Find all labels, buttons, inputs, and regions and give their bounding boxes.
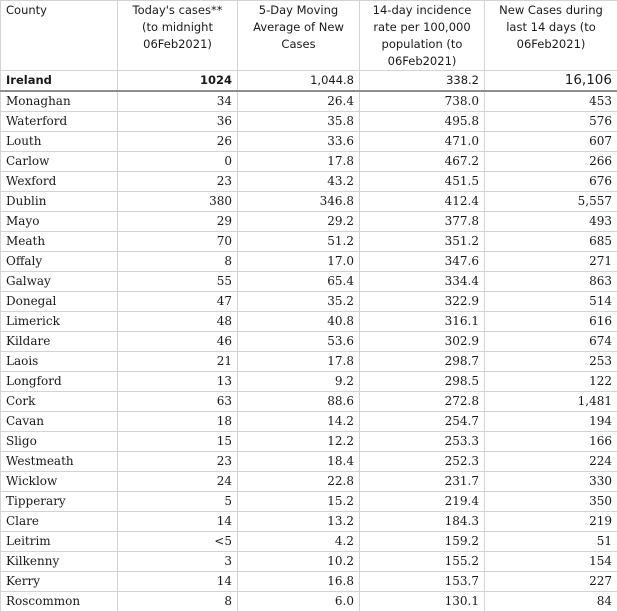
incidence-rate-cell: 322.9	[360, 292, 485, 312]
new-cases-14-days-column-header: New Cases during last 14 days (to 06Feb2021)	[485, 1, 617, 71]
table-row	[1, 432, 617, 452]
incidence-rate-cell: 467.2	[360, 152, 485, 172]
table-row	[1, 512, 617, 532]
five-day-average-cell: 53.6	[238, 332, 360, 352]
five-day-average-cell: 88.6	[238, 392, 360, 412]
county-cell: Westmeath	[1, 452, 118, 472]
todays-cases-cell: 15	[118, 432, 238, 452]
table-row	[1, 232, 617, 252]
county-cell: Tipperary	[1, 492, 118, 512]
five-day-average-cell: 17.8	[238, 352, 360, 372]
todays-cases-cell: 70	[118, 232, 238, 252]
incidence-rate-column-header: 14-day incidence rate per 100,000 population (to 06Feb2021)	[360, 1, 485, 71]
table-header	[1, 1, 617, 71]
five-day-average-cell: 43.2	[238, 172, 360, 192]
county-cell: Louth	[1, 132, 118, 152]
table-row	[1, 592, 617, 612]
county-cell: Wexford	[1, 172, 118, 192]
incidence-rate-cell: 377.8	[360, 212, 485, 232]
todays-cases-cell: 14	[118, 512, 238, 532]
incidence-rate-cell: 412.4	[360, 192, 485, 212]
five-day-average-cell: 51.2	[238, 232, 360, 252]
table-row	[1, 272, 617, 292]
new-cases-14-days-cell: 330	[485, 472, 617, 492]
todays-cases-cell: 3	[118, 552, 238, 572]
five-day-average-cell: 17.0	[238, 252, 360, 272]
todays-cases-cell: 34	[118, 91, 238, 112]
new-cases-14-days-cell: 16,106	[485, 71, 617, 92]
todays-cases-cell: 21	[118, 352, 238, 372]
five-day-average-cell: 14.2	[238, 412, 360, 432]
incidence-rate-cell: 334.4	[360, 272, 485, 292]
county-cell: Sligo	[1, 432, 118, 452]
five-day-average-cell: 9.2	[238, 372, 360, 392]
incidence-rate-cell: 738.0	[360, 91, 485, 112]
county-cell: Mayo	[1, 212, 118, 232]
incidence-rate-cell: 252.3	[360, 452, 485, 472]
five-day-average-cell: 18.4	[238, 452, 360, 472]
five-day-average-cell: 35.8	[238, 112, 360, 132]
county-cell: Donegal	[1, 292, 118, 312]
todays-cases-cell: 24	[118, 472, 238, 492]
five-day-average-cell: 65.4	[238, 272, 360, 292]
new-cases-14-days-cell: 453	[485, 91, 617, 112]
incidence-rate-cell: 298.5	[360, 372, 485, 392]
table-row	[1, 352, 617, 372]
new-cases-14-days-cell: 51	[485, 532, 617, 552]
incidence-rate-cell: 130.1	[360, 592, 485, 612]
five-day-average-cell: 1,044.8	[238, 71, 360, 92]
todays-cases-cell: 18	[118, 412, 238, 432]
county-cell: Wicklow	[1, 472, 118, 492]
new-cases-14-days-cell: 676	[485, 172, 617, 192]
incidence-rate-cell: 153.7	[360, 572, 485, 592]
table-row	[1, 212, 617, 232]
todays-cases-cell: 8	[118, 252, 238, 272]
five-day-average-cell: 13.2	[238, 512, 360, 532]
county-cell: Laois	[1, 352, 118, 372]
table-row	[1, 252, 617, 272]
todays-cases-cell: 0	[118, 152, 238, 172]
incidence-rate-cell: 351.2	[360, 232, 485, 252]
table-row	[1, 572, 617, 592]
todays-cases-cell: 36	[118, 112, 238, 132]
new-cases-14-days-cell: 674	[485, 332, 617, 352]
incidence-rate-cell: 471.0	[360, 132, 485, 152]
incidence-rate-cell: 316.1	[360, 312, 485, 332]
five-day-average-cell: 12.2	[238, 432, 360, 452]
table-row	[1, 292, 617, 312]
todays-cases-cell: <5	[118, 532, 238, 552]
county-cell: Kildare	[1, 332, 118, 352]
table-row	[1, 152, 617, 172]
five-day-average-cell: 35.2	[238, 292, 360, 312]
county-cell: Meath	[1, 232, 118, 252]
county-cell: Kerry	[1, 572, 118, 592]
new-cases-14-days-cell: 685	[485, 232, 617, 252]
todays-cases-cell: 55	[118, 272, 238, 292]
incidence-rate-cell: 231.7	[360, 472, 485, 492]
incidence-rate-cell: 184.3	[360, 512, 485, 532]
incidence-rate-cell: 219.4	[360, 492, 485, 512]
new-cases-14-days-cell: 607	[485, 132, 617, 152]
county-column-header: County	[1, 1, 118, 71]
county-cell: Leitrim	[1, 532, 118, 552]
county-cell: Cavan	[1, 412, 118, 432]
incidence-rate-cell: 451.5	[360, 172, 485, 192]
table-row	[1, 492, 617, 512]
new-cases-14-days-cell: 350	[485, 492, 617, 512]
table-row	[1, 372, 617, 392]
incidence-rate-cell: 272.8	[360, 392, 485, 412]
new-cases-14-days-cell: 5,557	[485, 192, 617, 212]
todays-cases-cell: 23	[118, 172, 238, 192]
county-cell: Carlow	[1, 152, 118, 172]
new-cases-14-days-cell: 253	[485, 352, 617, 372]
five-day-average-cell: 6.0	[238, 592, 360, 612]
county-cell: Ireland	[1, 71, 118, 92]
table-row	[1, 452, 617, 472]
todays-cases-cell: 380	[118, 192, 238, 212]
county-cell: Roscommon	[1, 592, 118, 612]
new-cases-14-days-cell: 194	[485, 412, 617, 432]
county-cell: Offaly	[1, 252, 118, 272]
county-cell: Longford	[1, 372, 118, 392]
todays-cases-cell: 29	[118, 212, 238, 232]
new-cases-14-days-cell: 266	[485, 152, 617, 172]
table-row	[1, 552, 617, 572]
new-cases-14-days-cell: 166	[485, 432, 617, 452]
summary-row-ireland	[1, 71, 617, 92]
new-cases-14-days-cell: 1,481	[485, 392, 617, 412]
todays-cases-cell: 47	[118, 292, 238, 312]
new-cases-14-days-cell: 616	[485, 312, 617, 332]
todays-cases-cell: 63	[118, 392, 238, 412]
new-cases-14-days-cell: 84	[485, 592, 617, 612]
table-row	[1, 392, 617, 412]
county-cell: Monaghan	[1, 91, 118, 112]
todays-cases-column-header: Today's cases** (to midnight 06Feb2021)	[118, 1, 238, 71]
incidence-rate-cell: 159.2	[360, 532, 485, 552]
incidence-rate-cell: 495.8	[360, 112, 485, 132]
new-cases-14-days-cell: 224	[485, 452, 617, 472]
todays-cases-cell: 8	[118, 592, 238, 612]
five-day-average-cell: 29.2	[238, 212, 360, 232]
incidence-rate-cell: 302.9	[360, 332, 485, 352]
table-row	[1, 112, 617, 132]
todays-cases-cell: 48	[118, 312, 238, 332]
table-row	[1, 132, 617, 152]
todays-cases-cell: 5	[118, 492, 238, 512]
five-day-average-cell: 16.8	[238, 572, 360, 592]
new-cases-14-days-cell: 154	[485, 552, 617, 572]
new-cases-14-days-cell: 122	[485, 372, 617, 392]
new-cases-14-days-cell: 863	[485, 272, 617, 292]
county-cell: Clare	[1, 512, 118, 532]
incidence-rate-cell: 254.7	[360, 412, 485, 432]
new-cases-14-days-cell: 227	[485, 572, 617, 592]
five-day-average-cell: 346.8	[238, 192, 360, 212]
county-cell: Cork	[1, 392, 118, 412]
new-cases-14-days-cell: 576	[485, 112, 617, 132]
table-row	[1, 172, 617, 192]
county-cell: Limerick	[1, 312, 118, 332]
table-row	[1, 192, 617, 212]
incidence-rate-cell: 155.2	[360, 552, 485, 572]
incidence-rate-cell: 347.6	[360, 252, 485, 272]
five-day-average-cell: 33.6	[238, 132, 360, 152]
five-day-average-cell: 40.8	[238, 312, 360, 332]
county-cell: Galway	[1, 272, 118, 292]
five-day-average-cell: 4.2	[238, 532, 360, 552]
table-row	[1, 472, 617, 492]
five-day-average-cell: 15.2	[238, 492, 360, 512]
incidence-rate-cell: 338.2	[360, 71, 485, 92]
todays-cases-cell: 26	[118, 132, 238, 152]
table-row	[1, 312, 617, 332]
todays-cases-cell: 1024	[118, 71, 238, 92]
county-cell: Waterford	[1, 112, 118, 132]
header-row	[1, 1, 617, 71]
table-row	[1, 332, 617, 352]
incidence-rate-cell: 253.3	[360, 432, 485, 452]
table-row	[1, 412, 617, 432]
five-day-average-cell: 26.4	[238, 91, 360, 112]
new-cases-14-days-cell: 493	[485, 212, 617, 232]
new-cases-14-days-cell: 514	[485, 292, 617, 312]
todays-cases-cell: 14	[118, 572, 238, 592]
county-cell: Kilkenny	[1, 552, 118, 572]
five-day-average-cell: 17.8	[238, 152, 360, 172]
todays-cases-cell: 23	[118, 452, 238, 472]
incidence-rate-cell: 298.7	[360, 352, 485, 372]
new-cases-14-days-cell: 219	[485, 512, 617, 532]
todays-cases-cell: 46	[118, 332, 238, 352]
table-body	[1, 71, 617, 612]
table-row	[1, 91, 617, 112]
five-day-average-cell: 10.2	[238, 552, 360, 572]
five-day-average-column-header: 5-Day Moving Average of New Cases	[238, 1, 360, 71]
table-row	[1, 532, 617, 552]
five-day-average-cell: 22.8	[238, 472, 360, 492]
county-cell: Dublin	[1, 192, 118, 212]
new-cases-14-days-cell: 271	[485, 252, 617, 272]
todays-cases-cell: 13	[118, 372, 238, 392]
